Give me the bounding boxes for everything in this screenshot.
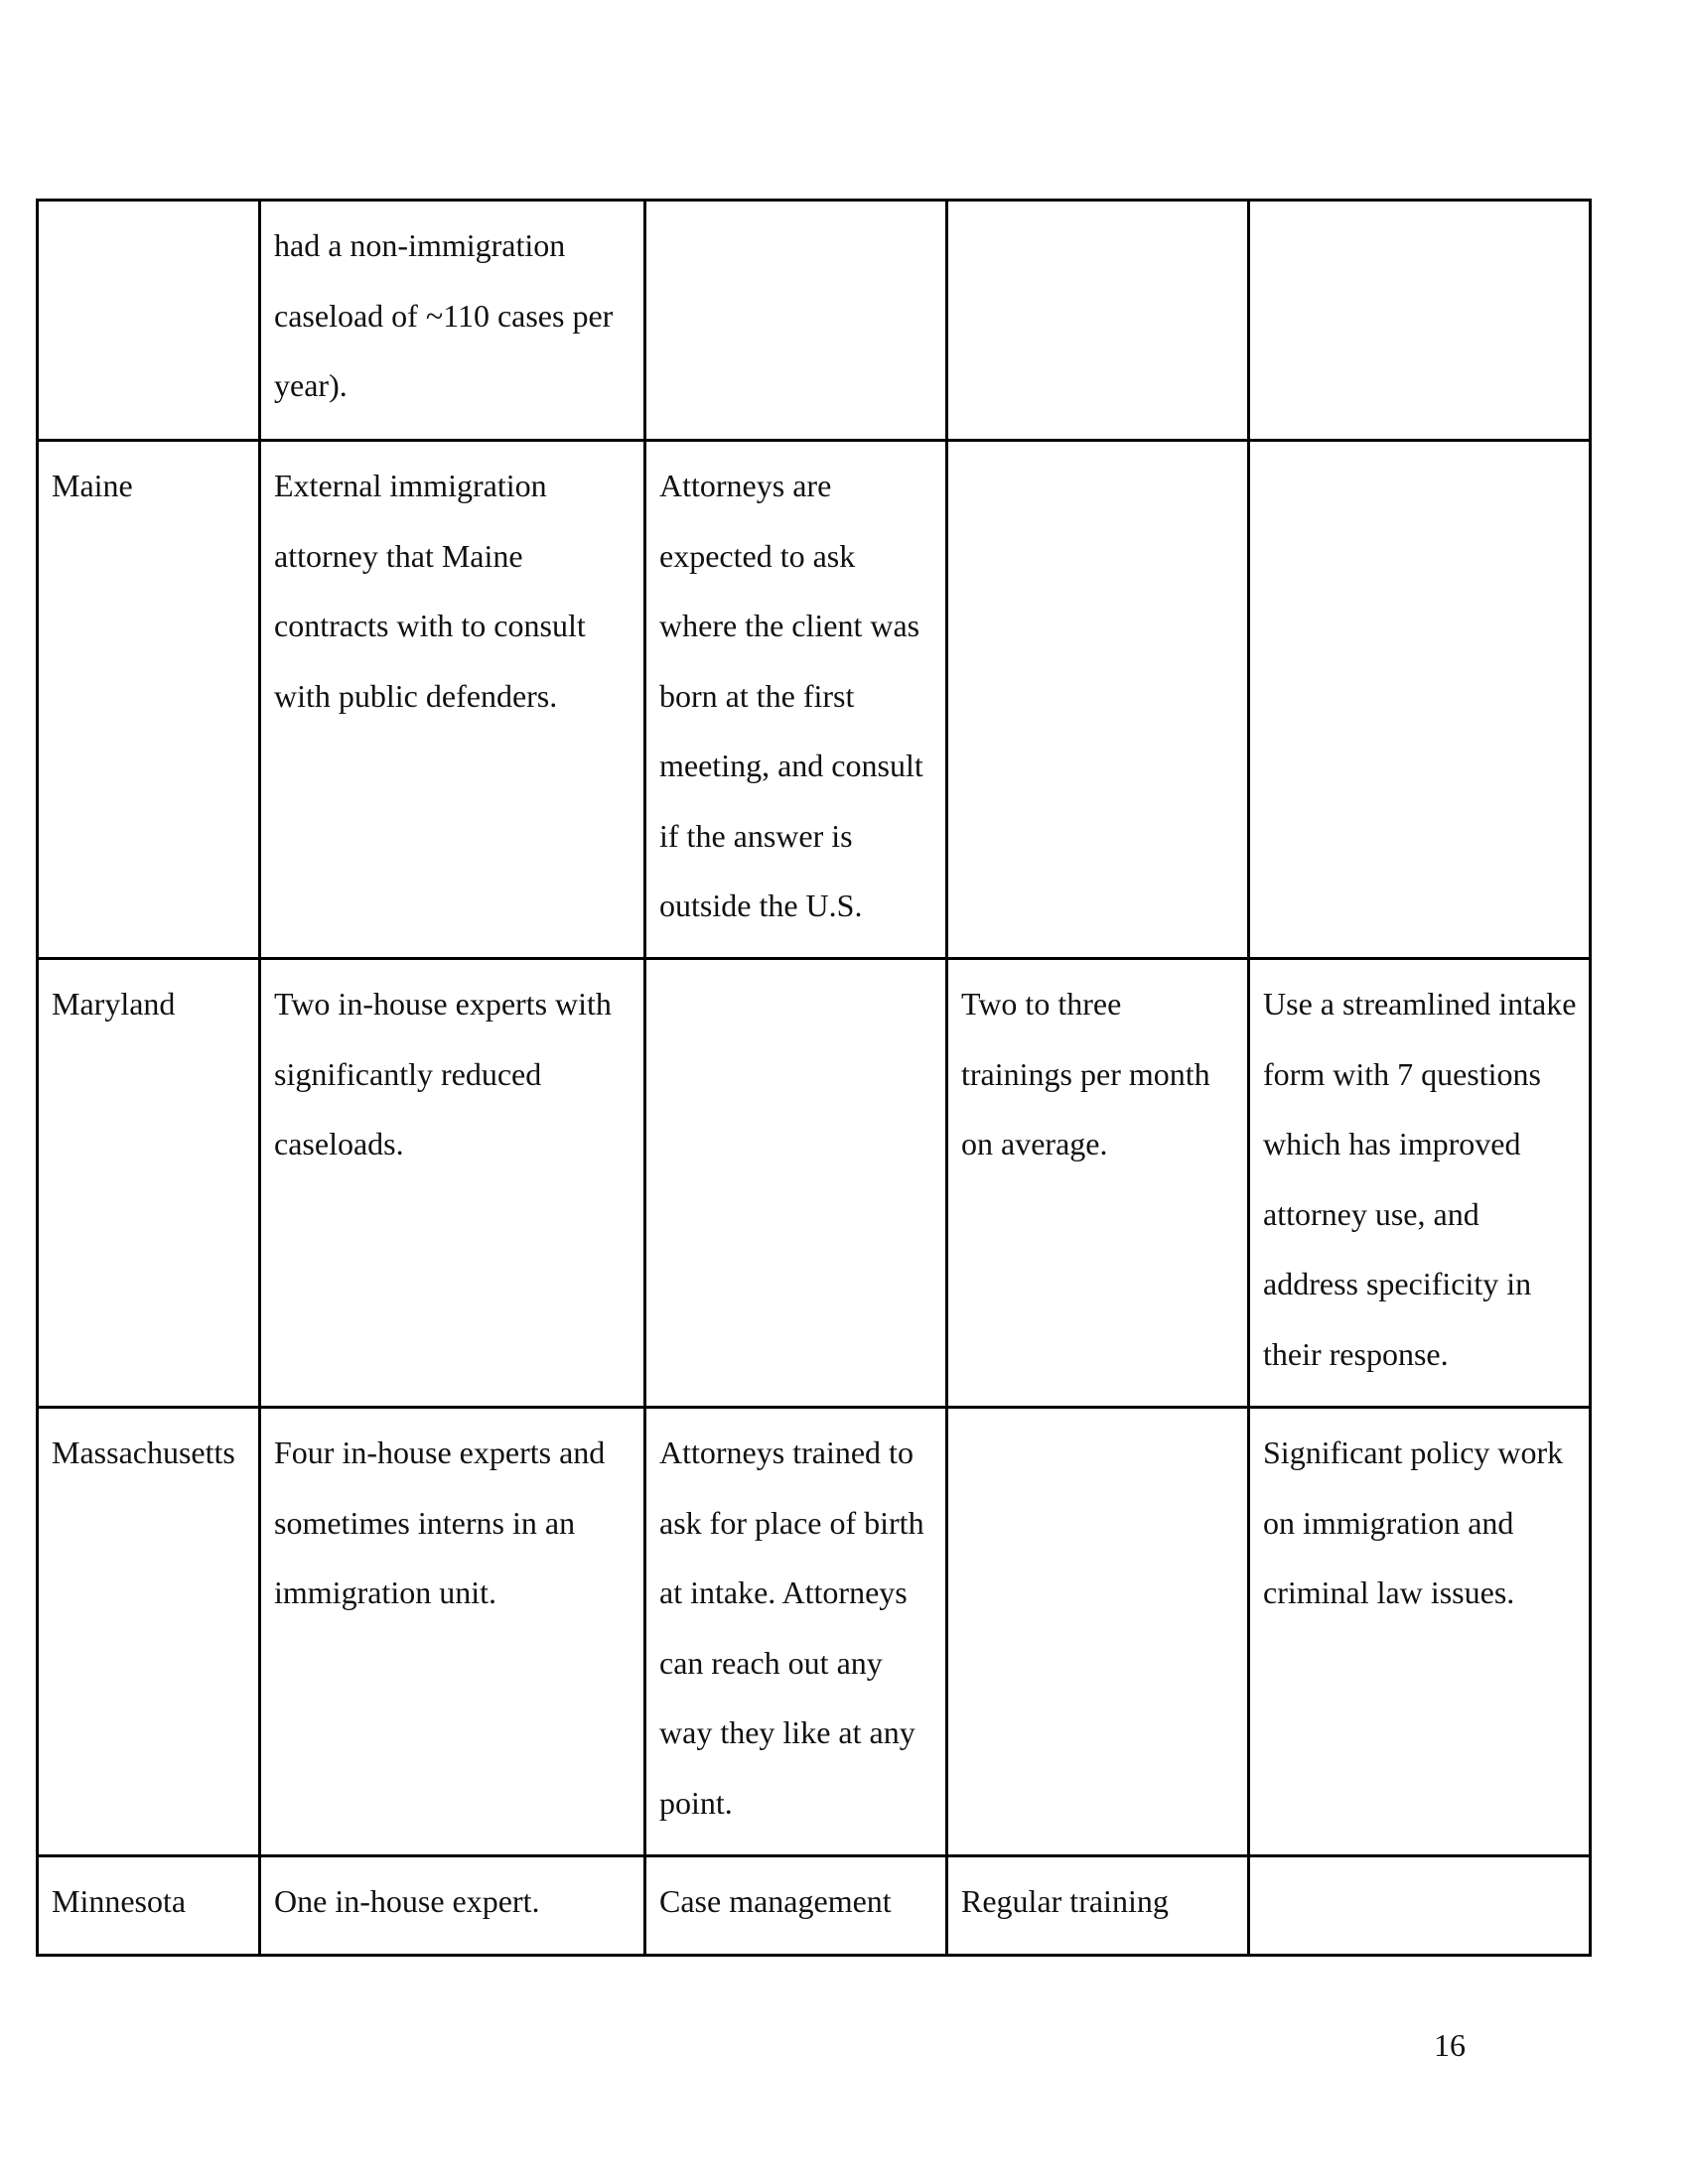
intake-cell: Attorneys are expected to ask where the client was born at the first meeting, and consult if the answer is outside the U.S.: [645, 441, 947, 959]
intake-cell: [645, 959, 947, 1408]
state-cell: Massachusetts: [38, 1408, 260, 1856]
notes-cell: Use a streamlined intake form with 7 questions which has improved attorney use, and address specificity in their response.: [1249, 959, 1591, 1408]
table-row-massachusetts: [38, 1408, 1591, 1856]
expertise-cell: Four in-house experts and sometimes interns in an immigration unit.: [260, 1408, 645, 1856]
training-cell: [947, 441, 1249, 959]
state-cell: Maine: [38, 441, 260, 959]
expertise-cell: One in-house expert.: [260, 1856, 645, 1956]
expertise-cell: External immigration attorney that Maine contracts with to consult with public defenders.: [260, 441, 645, 959]
page-number: 16: [1434, 2027, 1466, 2063]
table-row-maryland: [38, 959, 1591, 1408]
notes-cell: [1249, 1856, 1591, 1956]
training-cell: [947, 1408, 1249, 1856]
training-cell: Regular training: [947, 1856, 1249, 1956]
expertise-cell: had a non-immigration caseload of ~110 cases per year).: [260, 201, 645, 441]
notes-cell: [1249, 201, 1591, 441]
notes-cell: Significant policy work on immigration and criminal law issues.: [1249, 1408, 1591, 1856]
expertise-cell: Two in-house experts with significantly reduced caseloads.: [260, 959, 645, 1408]
state-comparison-table: [36, 199, 1592, 1957]
intake-cell: [645, 201, 947, 441]
training-cell: Two to three trainings per month on average.: [947, 959, 1249, 1408]
state-cell: Minnesota: [38, 1856, 260, 1956]
table-row-minnesota: [38, 1856, 1591, 1956]
state-cell: Maryland: [38, 959, 260, 1408]
table-row-maine: [38, 441, 1591, 959]
table-row-continued: [38, 201, 1591, 441]
training-cell: [947, 201, 1249, 441]
intake-cell: Attorneys trained to ask for place of birth at intake. Attorneys can reach out any way they like at any point.: [645, 1408, 947, 1856]
notes-cell: [1249, 441, 1591, 959]
state-cell: [38, 201, 260, 441]
intake-cell: Case management: [645, 1856, 947, 1956]
